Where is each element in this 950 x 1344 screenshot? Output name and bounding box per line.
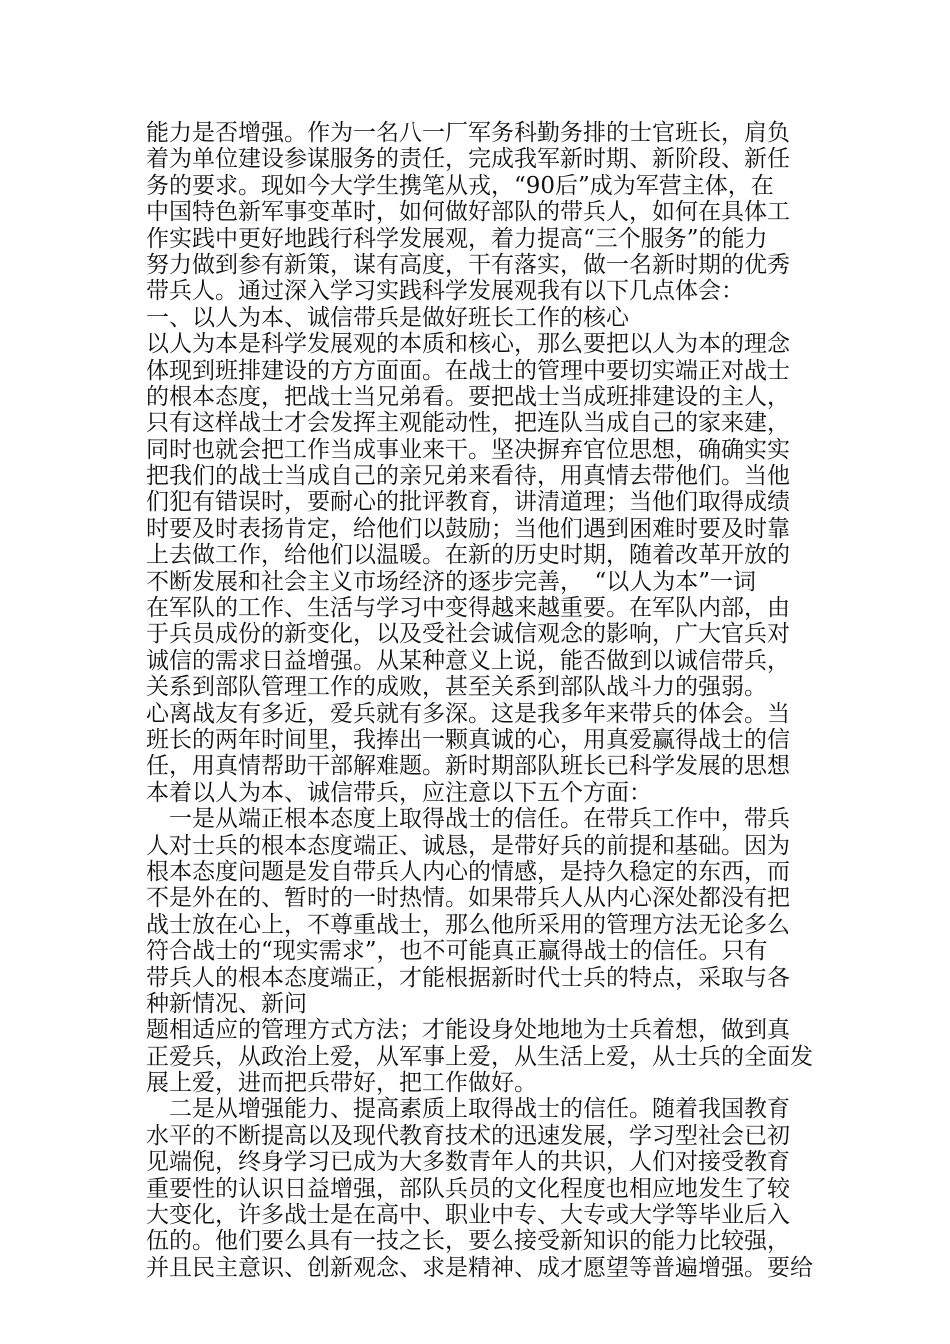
- text-line: 伍的。他们要么具有一技之长，要么接受新知识的能力比较强，: [146, 1228, 790, 1255]
- text-line: 心离战友有多近，爱兵就有多深。这是我多年来带兵的体会。当: [146, 700, 790, 727]
- text-line: 把我们的战士当成自己的亲兄弟来看待，用真情去带他们。当他: [146, 463, 790, 490]
- text-line: 带兵人的根本态度端正，才能根据新时代士兵的特点，采取与各: [146, 964, 790, 991]
- text-line: 诚信的需求日益增强。从某种意义上说，能否做到以诚信带兵，: [146, 647, 790, 674]
- text-line: 的根本态度，把战士当兄弟看。要把战士当成班排建设的主人，: [146, 383, 790, 410]
- text-line: 班长的两年时间里，我捧出一颗真诚的心，用真爱赢得战士的信: [146, 726, 790, 753]
- text-line: 二是从增强能力、提高素质上取得战士的信任。随着我国教育: [146, 1096, 790, 1123]
- text-line: 关系到部队管理工作的成败，甚至关系到部队战斗力的强弱。: [146, 674, 767, 701]
- text-line: 任，用真情帮助干部解难题。新时期部队班长已科学发展的思想: [146, 753, 790, 780]
- text-line: 题相适应的管理方式方法；才能设身处地地为士兵着想，做到真: [146, 1017, 790, 1044]
- text-line: 只有这样战士才会发挥主观能动性，把连队当成自己的家来建，: [146, 410, 790, 437]
- text-line: 并且民主意识、创新观念、求是精神、成才愿望等普遍增强。要给: [146, 1254, 813, 1281]
- text-line: 正爱兵，从政治上爱，从军事上爱，从生活上爱，从士兵的全面发: [146, 1043, 813, 1070]
- text-line: 不断发展和社会主义市场经济的逐步完善， “以人为本”一词: [146, 568, 757, 595]
- text-line: 战士放在心上，不尊重战士，那么他所采用的管理方法无论多么: [146, 911, 790, 938]
- text-line: 务的要求。现如今大学生携笔从戎，“90后”成为军营主体，在: [146, 172, 774, 199]
- text-line: 同时也就会把工作当成事业来干。坚决摒弃官位思想，确确实实: [146, 436, 790, 463]
- text-line: 大变化，许多战士是在高中、职业中专、大专或大学等毕业后入: [146, 1202, 790, 1229]
- text-line: 以人为本是科学发展观的本质和核心，那么要把以人为本的理念: [146, 331, 790, 358]
- text-line: 在军队的工作、生活与学习中变得越来越重要。在军队内部，由: [146, 595, 790, 622]
- text-line: 本着以人为本、诚信带兵，应注意以下五个方面：: [146, 779, 652, 806]
- text-line: 们犯有错误时，要耐心的批评教育，讲清道理；当他们取得成绩: [146, 489, 790, 516]
- text-line: 人对士兵的根本态度端正、诚恳，是带好兵的前提和基础。因为: [146, 832, 790, 859]
- text-line: 符合战士的“现实需求”，也不可能真正赢得战士的信任。只有: [146, 938, 768, 965]
- text-line: 于兵员成份的新变化，以及受社会诚信观念的影响，广大官兵对: [146, 621, 790, 648]
- text-line: 着为单位建设参谋服务的责任，完成我军新时期、新阶段、新任: [146, 146, 790, 173]
- text-line: 体现到班排建设的方方面面。在战士的管理中要切实端正对战士: [146, 357, 790, 384]
- text-line: 展上爱，进而把兵带好，把工作做好。: [146, 1070, 537, 1097]
- text-line: 见端倪，终身学习已成为大多数青年人的共识，人们对接受教育: [146, 1149, 790, 1176]
- text-line: 一是从端正根本态度上取得战士的信任。在带兵工作中，带兵: [146, 806, 790, 833]
- text-line: 上去做工作，给他们以温暖。在新的历史时期，随着改革开放的: [146, 542, 790, 569]
- text-line: 水平的不断提高以及现代教育技术的迅速发展，学习型社会已初: [146, 1122, 790, 1149]
- text-line: 作实践中更好地践行科学发展观，着力提高“三个服务”的能力: [146, 225, 768, 252]
- text-line: 不是外在的、暂时的一时热情。如果带兵人从内心深处都没有把: [146, 885, 790, 912]
- text-line: 根本态度问题是发自带兵人内心的情感，是持久稳定的东西，而: [146, 858, 790, 885]
- text-line: 重要性的认识日益增强，部队兵员的文化程度也相应地发生了较: [146, 1175, 790, 1202]
- text-line: 种新情况、新问: [146, 990, 307, 1017]
- text-line: 能力是否增强。作为一名八一厂军务科勤务排的士官班长，肩负: [146, 120, 790, 146]
- body-text: [146, 120, 816, 1281]
- text-line: 时要及时表扬肯定，给他们以鼓励；当他们遇到困难时要及时靠: [146, 515, 790, 542]
- text-line: 中国特色新军事变革时，如何做好部队的带兵人，如何在具体工: [146, 199, 790, 226]
- section-heading: 一、以人为本、诚信带兵是做好班长工作的核心: [146, 304, 629, 331]
- text-line: 努力做到参有新策，谋有高度，干有落实，做一名新时期的优秀: [146, 251, 790, 278]
- text-line: 带兵人。通过深入学习实践科学发展观我有以下几点体会：: [146, 278, 744, 305]
